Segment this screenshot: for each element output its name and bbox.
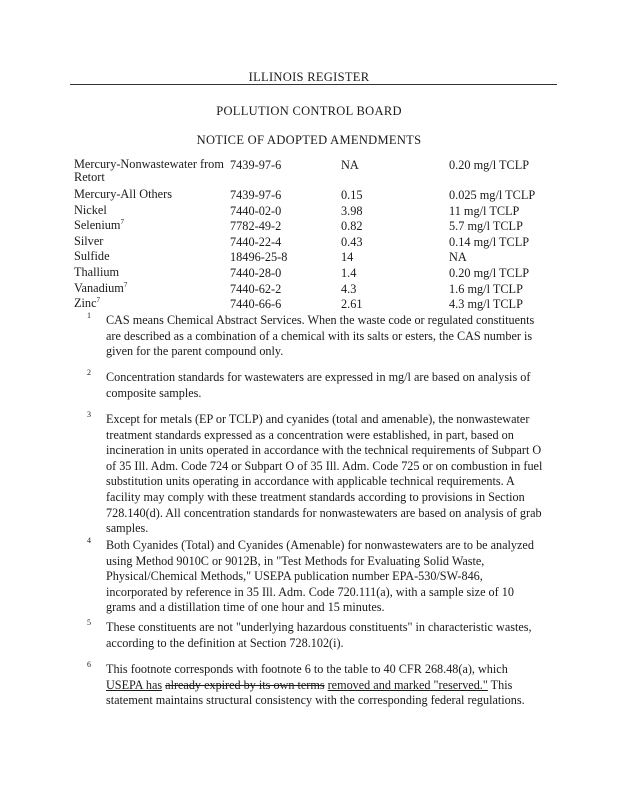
footnote-5: These constituents are not "underlying hazardous constituents" in characteristic wastes, according to the definition at Section 728.102(i). xyxy=(106,620,532,650)
nonwastewater-standard: 1.6 mg/l TCLP xyxy=(449,281,523,296)
footnote-number: 4 xyxy=(87,536,91,545)
cas-number: 7440-22-4 xyxy=(230,234,282,249)
wastewater-standard: 3.98 xyxy=(341,203,363,218)
footnote-6-text: This footnote corresponds with footnote 6 to the table to 40 CFR 268.48(a), which xyxy=(106,662,508,676)
nonwastewater-standard: 5.7 mg/l TCLP xyxy=(449,219,523,234)
wastewater-standard: 2.61 xyxy=(341,297,363,312)
nonwastewater-standard: 0.025 mg/l TCLP xyxy=(449,188,536,202)
wastewater-standard: 14 xyxy=(341,250,354,265)
constituent-name xyxy=(74,204,224,217)
nonwastewater-standard: 0.20 mg/l TCLP xyxy=(449,158,530,172)
table-row xyxy=(74,266,574,282)
constituent-label: Vanadium xyxy=(74,280,124,295)
standards-table xyxy=(74,158,574,313)
register-title: ILLINOIS REGISTER xyxy=(248,70,370,84)
cas-number: 7782-49-2 xyxy=(230,219,282,234)
cas-number: 7439-97-6 xyxy=(230,188,282,202)
table-row xyxy=(74,297,574,313)
footnote-6-inserted: USEPA has xyxy=(106,677,163,692)
table-row xyxy=(74,235,574,251)
constituent-name xyxy=(74,297,224,310)
table-row xyxy=(74,158,574,188)
footnote-number: 2 xyxy=(87,368,91,377)
footnote-1: CAS means Chemical Abstract Services. When the waste code or regulated constituents are described as a combination of a chemical with its salts or esters, the CAS number is given for the parent compound only. xyxy=(106,313,535,359)
cas-number: 7440-28-0 xyxy=(230,265,282,280)
nonwastewater-standard: 4.3 mg/l TCLP xyxy=(449,297,523,312)
constituent-label: Sulfide xyxy=(74,249,110,264)
footnote-6-inserted-2: removed and marked "reserved." xyxy=(327,677,488,692)
footnote-4: Both Cyanides (Total) and Cyanides (Amenable) for nonwastewaters are to be analyzed using Method 9010C or 9012B, in "Test Methods for Evaluating Solid Waste, Physical/Chemical Methods," USEPA publication number EPA-530/SW-846, incorporated by reference in 35 Ill. Adm. Code 720.111(a), with a sample size of 10 grams and a distillation time of one hour and 15 minutes. xyxy=(106,538,534,615)
wastewater-standard: 0.43 xyxy=(341,234,363,249)
constituent-label: Mercury-All Others xyxy=(74,187,173,201)
table-row xyxy=(74,204,574,220)
constituent-name xyxy=(74,188,224,201)
constituent-label: Mercury-Nonwastewater from Retort xyxy=(74,157,224,184)
wastewater-standard: 4.3 xyxy=(341,281,357,296)
cas-number: 7440-62-2 xyxy=(230,281,282,296)
footnote-6 xyxy=(106,662,544,709)
constituent-label: Thallium xyxy=(74,264,120,279)
footnote-ref: 7 xyxy=(120,218,124,227)
footnote-ref: 7 xyxy=(96,296,101,305)
nonwastewater-standard: 0.20 mg/l TCLP xyxy=(449,265,530,280)
table-row xyxy=(74,188,574,204)
constituent-label: Zinc xyxy=(74,296,97,311)
footnote-number: 5 xyxy=(87,618,91,627)
nonwastewater-standard: 0.14 mg/l TCLP xyxy=(449,234,530,249)
constituent-name xyxy=(74,219,224,232)
cas-number: 7439-97-6 xyxy=(230,158,282,172)
nonwastewater-standard: NA xyxy=(449,250,467,265)
footnote-number: 1 xyxy=(87,311,91,320)
constituent-label: Nickel xyxy=(74,202,107,217)
constituent-name xyxy=(74,282,224,295)
wastewater-standard: 0.82 xyxy=(341,219,363,234)
constituent-name xyxy=(74,158,224,184)
board-name: POLLUTION CONTROL BOARD xyxy=(216,104,402,118)
footnote-number: 3 xyxy=(87,410,91,419)
table-row xyxy=(74,219,574,235)
constituent-name xyxy=(74,250,224,263)
footnote-6-deleted: already expired by its own terms xyxy=(165,677,325,692)
constituent-label: Selenium xyxy=(74,218,121,233)
footnote-number: 6 xyxy=(87,660,91,669)
wastewater-standard: 0.15 xyxy=(341,188,363,202)
notice-title: NOTICE OF ADOPTED AMENDMENTS xyxy=(196,133,422,147)
header-rule xyxy=(70,84,557,85)
table-row xyxy=(74,250,574,266)
constituent-label: Silver xyxy=(74,233,104,248)
cas-number: 7440-02-0 xyxy=(230,203,282,218)
footnote-6-text-end: This statement maintains structural consistency with the corresponding federal regulations. xyxy=(106,677,525,708)
footnote-3: Except for metals (EP or TCLP) and cyanides (total and amenable), the nonwastewater treatment standards expressed as a concentration were established, in part, based on incineration in units operated in accordance with the technical requirements of Subpart O of 35 Ill. Adm. Code 724 or Subpart O of 35 Ill. Adm. Code 725 or on combustion in fuel substitution units operating in accordance with applicable technical requirements. A facility may comply with these treatment standards according to provisions in Section 728.140(d). All concentration standards for nonwastewaters are based on analysis of grab samples. xyxy=(106,412,543,536)
constituent-name xyxy=(74,266,224,279)
cas-number: 18496-25-8 xyxy=(230,250,288,265)
nonwastewater-standard: 11 mg/l TCLP xyxy=(449,203,520,218)
footnote-2: Concentration standards for wastewaters are expressed in mg/l are based on analysis of composite samples. xyxy=(106,370,531,400)
table-row xyxy=(74,282,574,298)
footnote-ref: 7 xyxy=(123,280,128,289)
wastewater-standard: NA xyxy=(341,158,359,172)
wastewater-standard: 1.4 xyxy=(341,265,357,280)
constituent-name xyxy=(74,235,224,248)
cas-number: 7440-66-6 xyxy=(230,297,282,312)
